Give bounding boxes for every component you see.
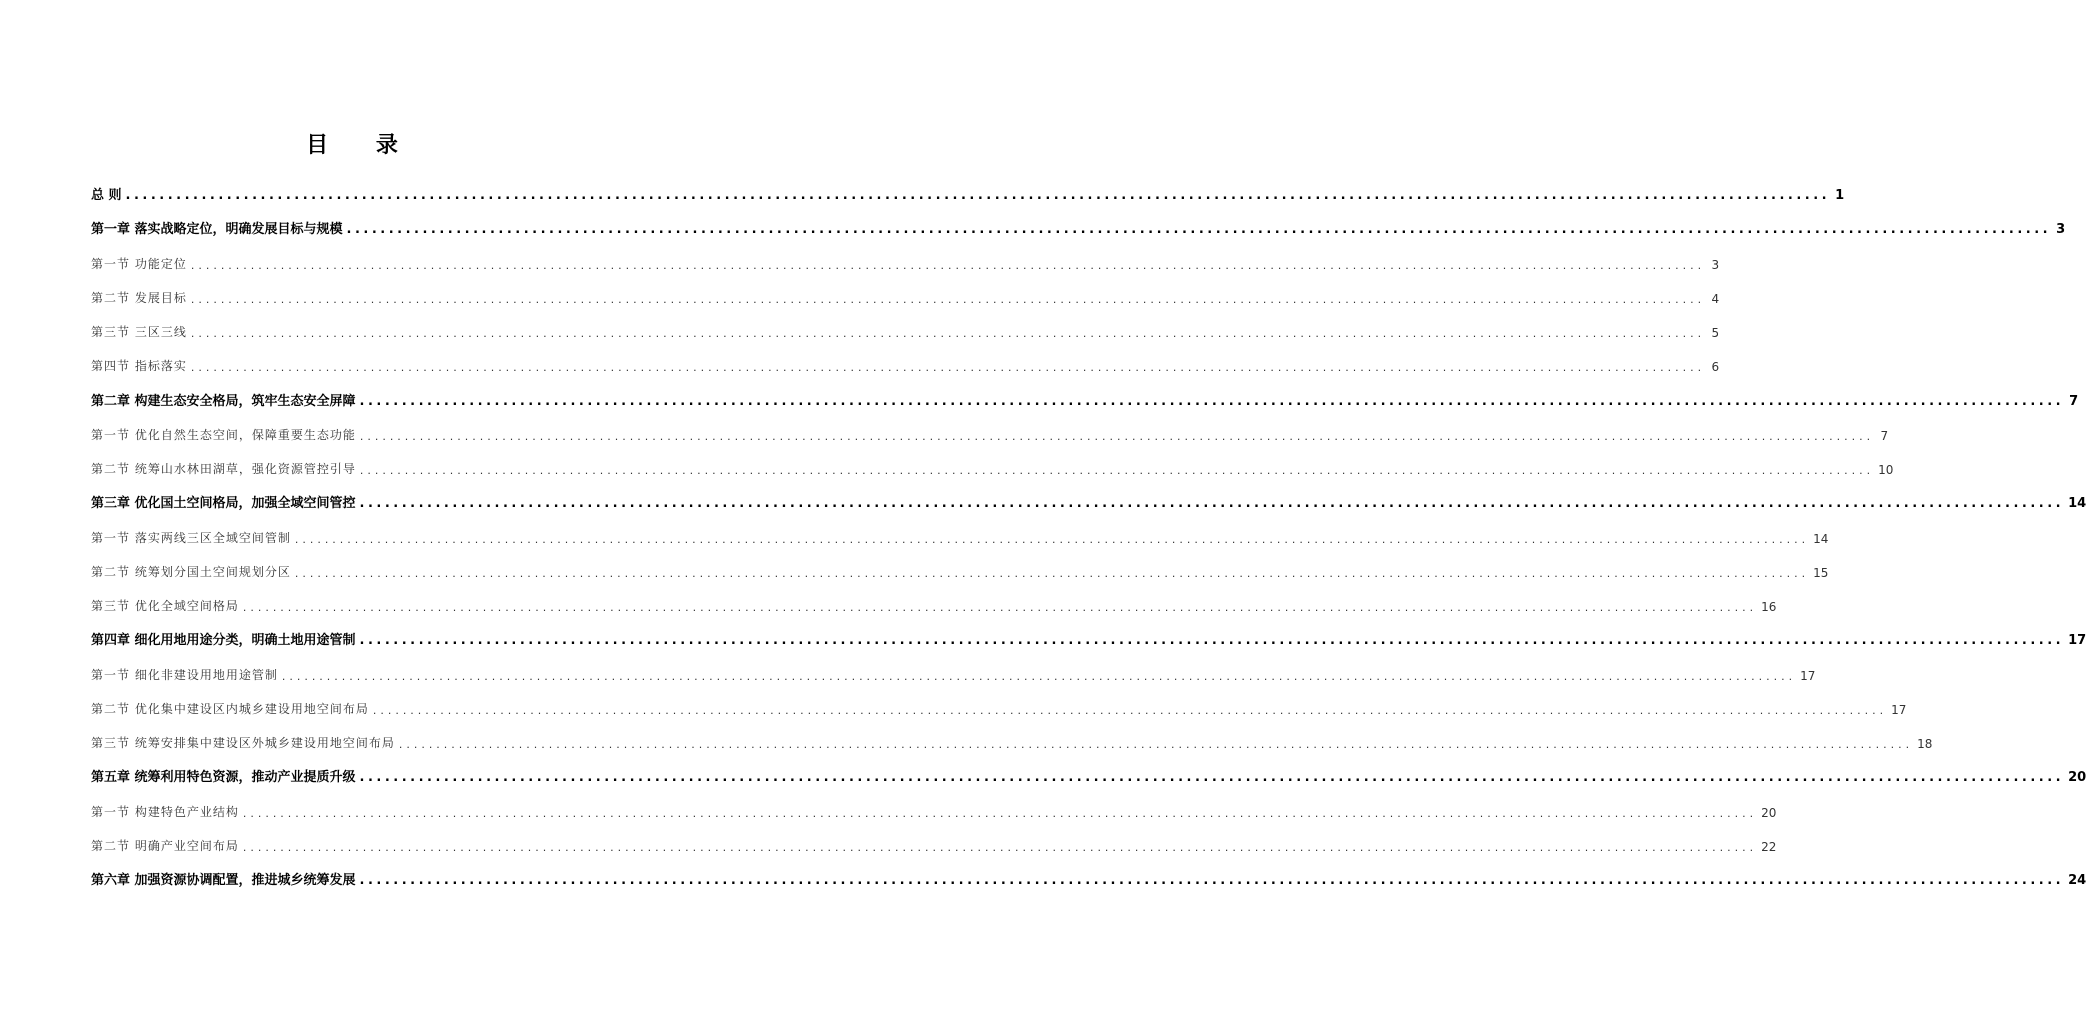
toc-entry-page-number: 18 xyxy=(1917,737,1933,751)
toc-entry-label: 总 则 xyxy=(91,188,122,203)
toc-section-entry[interactable] xyxy=(91,455,1894,477)
toc-entry-page-number: 24 xyxy=(2068,873,2086,888)
toc-entry-page-number: 3 xyxy=(1711,257,1720,272)
toc-entry-label: 第一节 功能定位 xyxy=(91,256,187,271)
toc-entry-label: 第二章 构建生态安全格局，筑牢生态安全屏障 xyxy=(91,393,356,409)
toc-title: 目 录 xyxy=(306,132,418,158)
toc-entry-page-number: 17 xyxy=(2068,633,2086,649)
dot-leader: .......................................................................................................................................................................................................... xyxy=(125,188,1831,203)
toc-section-entry[interactable] xyxy=(91,558,1829,580)
toc-section-entry[interactable] xyxy=(91,352,1720,375)
toc-entry-page-number: 4 xyxy=(1711,291,1720,306)
toc-chapter-entry[interactable] xyxy=(91,387,2079,409)
dot-leader: .......................................................................................................................................................................................................... xyxy=(359,496,2065,512)
toc-entry-label: 第一节 细化非建设用地用途管制 xyxy=(91,667,278,682)
toc-entry-label: 第一章 落实战略定位，明确发展目标与规模 xyxy=(91,222,343,238)
dot-leader: .......................................................................................................................................................................................................... xyxy=(346,222,2052,238)
dot-leader: .......................................................................................................................................................................................................... xyxy=(190,292,1706,306)
dot-leader: .......................................................................................................................................................................................................... xyxy=(294,566,1810,580)
toc-entry-page-number: 17 xyxy=(1891,702,1907,717)
dot-leader: .......................................................................................................................................................................................................... xyxy=(242,840,1758,854)
dot-leader: .......................................................................................................................................................................................................... xyxy=(294,532,1810,546)
dot-leader: .......................................................................................................................................................................................................... xyxy=(372,703,1888,717)
toc-entry-label: 第二节 统筹山水林田湖草，强化资源管控引导 xyxy=(91,462,356,476)
toc-section-entry[interactable] xyxy=(91,798,1777,820)
dot-leader: .......................................................................................................................................................................................................... xyxy=(242,601,1758,614)
toc-entry-label: 第五章 统筹利用特色资源，推动产业提质升级 xyxy=(91,770,356,786)
toc-section-entry[interactable] xyxy=(91,284,1720,306)
toc-section-entry[interactable] xyxy=(91,318,1720,340)
dot-leader: .......................................................................................................................................................................................................... xyxy=(359,770,2065,786)
toc-entry-label: 第二节 明确产业空间布局 xyxy=(91,838,239,853)
toc-entry-label: 第一节 落实两线三区全域空间管制 xyxy=(91,530,291,545)
toc-entry-label: 第三节 统筹安排集中建设区外城乡建设用地空间布局 xyxy=(91,736,395,750)
dot-leader: .......................................................................................................................................................................................................... xyxy=(281,669,1797,683)
toc-entry-label: 第四节 指标落实 xyxy=(91,359,187,374)
toc-entry-label: 第二节 发展目标 xyxy=(91,290,187,305)
dot-leader: .......................................................................................................................................................................................................... xyxy=(190,361,1706,375)
toc-entry-label: 第二节 优化集中建设区内城乡建设用地空间布局 xyxy=(91,701,369,716)
toc-entry-page-number: 22 xyxy=(1761,839,1777,854)
toc-section-entry[interactable] xyxy=(91,592,1777,614)
toc-chapter-entry[interactable] xyxy=(91,181,1845,203)
toc-entry-page-number: 7 xyxy=(2069,393,2079,409)
toc-entry-page-number: 14 xyxy=(1813,531,1829,546)
toc-entry-label: 第三节 优化全域空间格局 xyxy=(91,599,239,613)
toc-section-entry[interactable] xyxy=(91,250,1720,272)
toc-entry-page-number: 16 xyxy=(1761,600,1777,614)
toc-entry-page-number: 20 xyxy=(1761,805,1777,820)
dot-leader: .......................................................................................................................................................................................................... xyxy=(359,393,2065,409)
toc-entry-page-number: 10 xyxy=(1878,463,1894,477)
toc-entry-label: 第六章 加强资源协调配置，推进城乡统筹发展 xyxy=(91,873,356,888)
dot-leader: .......................................................................................................................................................................................................... xyxy=(190,327,1706,340)
dot-leader: .......................................................................................................................................................................................................... xyxy=(359,873,2065,888)
toc-entry-label: 第一节 构建特色产业结构 xyxy=(91,804,239,819)
dot-leader: .......................................................................................................................................................................................................... xyxy=(359,429,1875,443)
dot-leader: .......................................................................................................................................................................................................... xyxy=(242,806,1758,820)
toc-entry-page-number: 17 xyxy=(1800,668,1816,683)
dot-leader: .......................................................................................................................................................................................................... xyxy=(398,738,1914,751)
toc-section-entry[interactable] xyxy=(91,661,1816,683)
toc-entry-label: 第四章 细化用地用途分类，明确土地用途管制 xyxy=(91,633,356,649)
toc-entry-page-number: 6 xyxy=(1711,360,1720,375)
toc-entry-page-number: 14 xyxy=(2068,496,2086,512)
toc-chapter-entry[interactable] xyxy=(91,489,2086,512)
toc-entry-page-number: 5 xyxy=(1711,326,1720,340)
toc-entry-label: 第三节 三区三线 xyxy=(91,325,187,339)
dot-leader: .......................................................................................................................................................................................................... xyxy=(359,464,1875,477)
toc-chapter-entry[interactable] xyxy=(91,215,2066,238)
toc-chapter-entry[interactable] xyxy=(91,866,2086,888)
toc-section-entry[interactable] xyxy=(91,421,1889,443)
toc-entry-label: 第一节 优化自然生态空间，保障重要生态功能 xyxy=(91,427,356,442)
toc-section-entry[interactable] xyxy=(91,832,1777,854)
toc-section-entry[interactable] xyxy=(91,729,1933,751)
toc-chapter-entry[interactable] xyxy=(91,763,2086,786)
toc-section-entry[interactable] xyxy=(91,695,1907,717)
toc-chapter-entry[interactable] xyxy=(91,626,2086,649)
toc-entry-page-number: 3 xyxy=(2056,222,2066,238)
toc-entry-page-number: 20 xyxy=(2068,770,2086,786)
dot-leader: .......................................................................................................................................................................................................... xyxy=(359,633,2065,649)
toc-entry-page-number: 7 xyxy=(1880,428,1889,443)
toc-entry-label: 第二节 统筹划分国土空间规划分区 xyxy=(91,564,291,579)
toc-entry-page-number: 1 xyxy=(1835,188,1845,203)
toc-entry-page-number: 15 xyxy=(1813,565,1829,580)
toc-section-entry[interactable] xyxy=(91,524,1829,546)
dot-leader: .......................................................................................................................................................................................................... xyxy=(190,258,1706,272)
toc-entry-label: 第三章 优化国土空间格局，加强全域空间管控 xyxy=(91,496,356,512)
